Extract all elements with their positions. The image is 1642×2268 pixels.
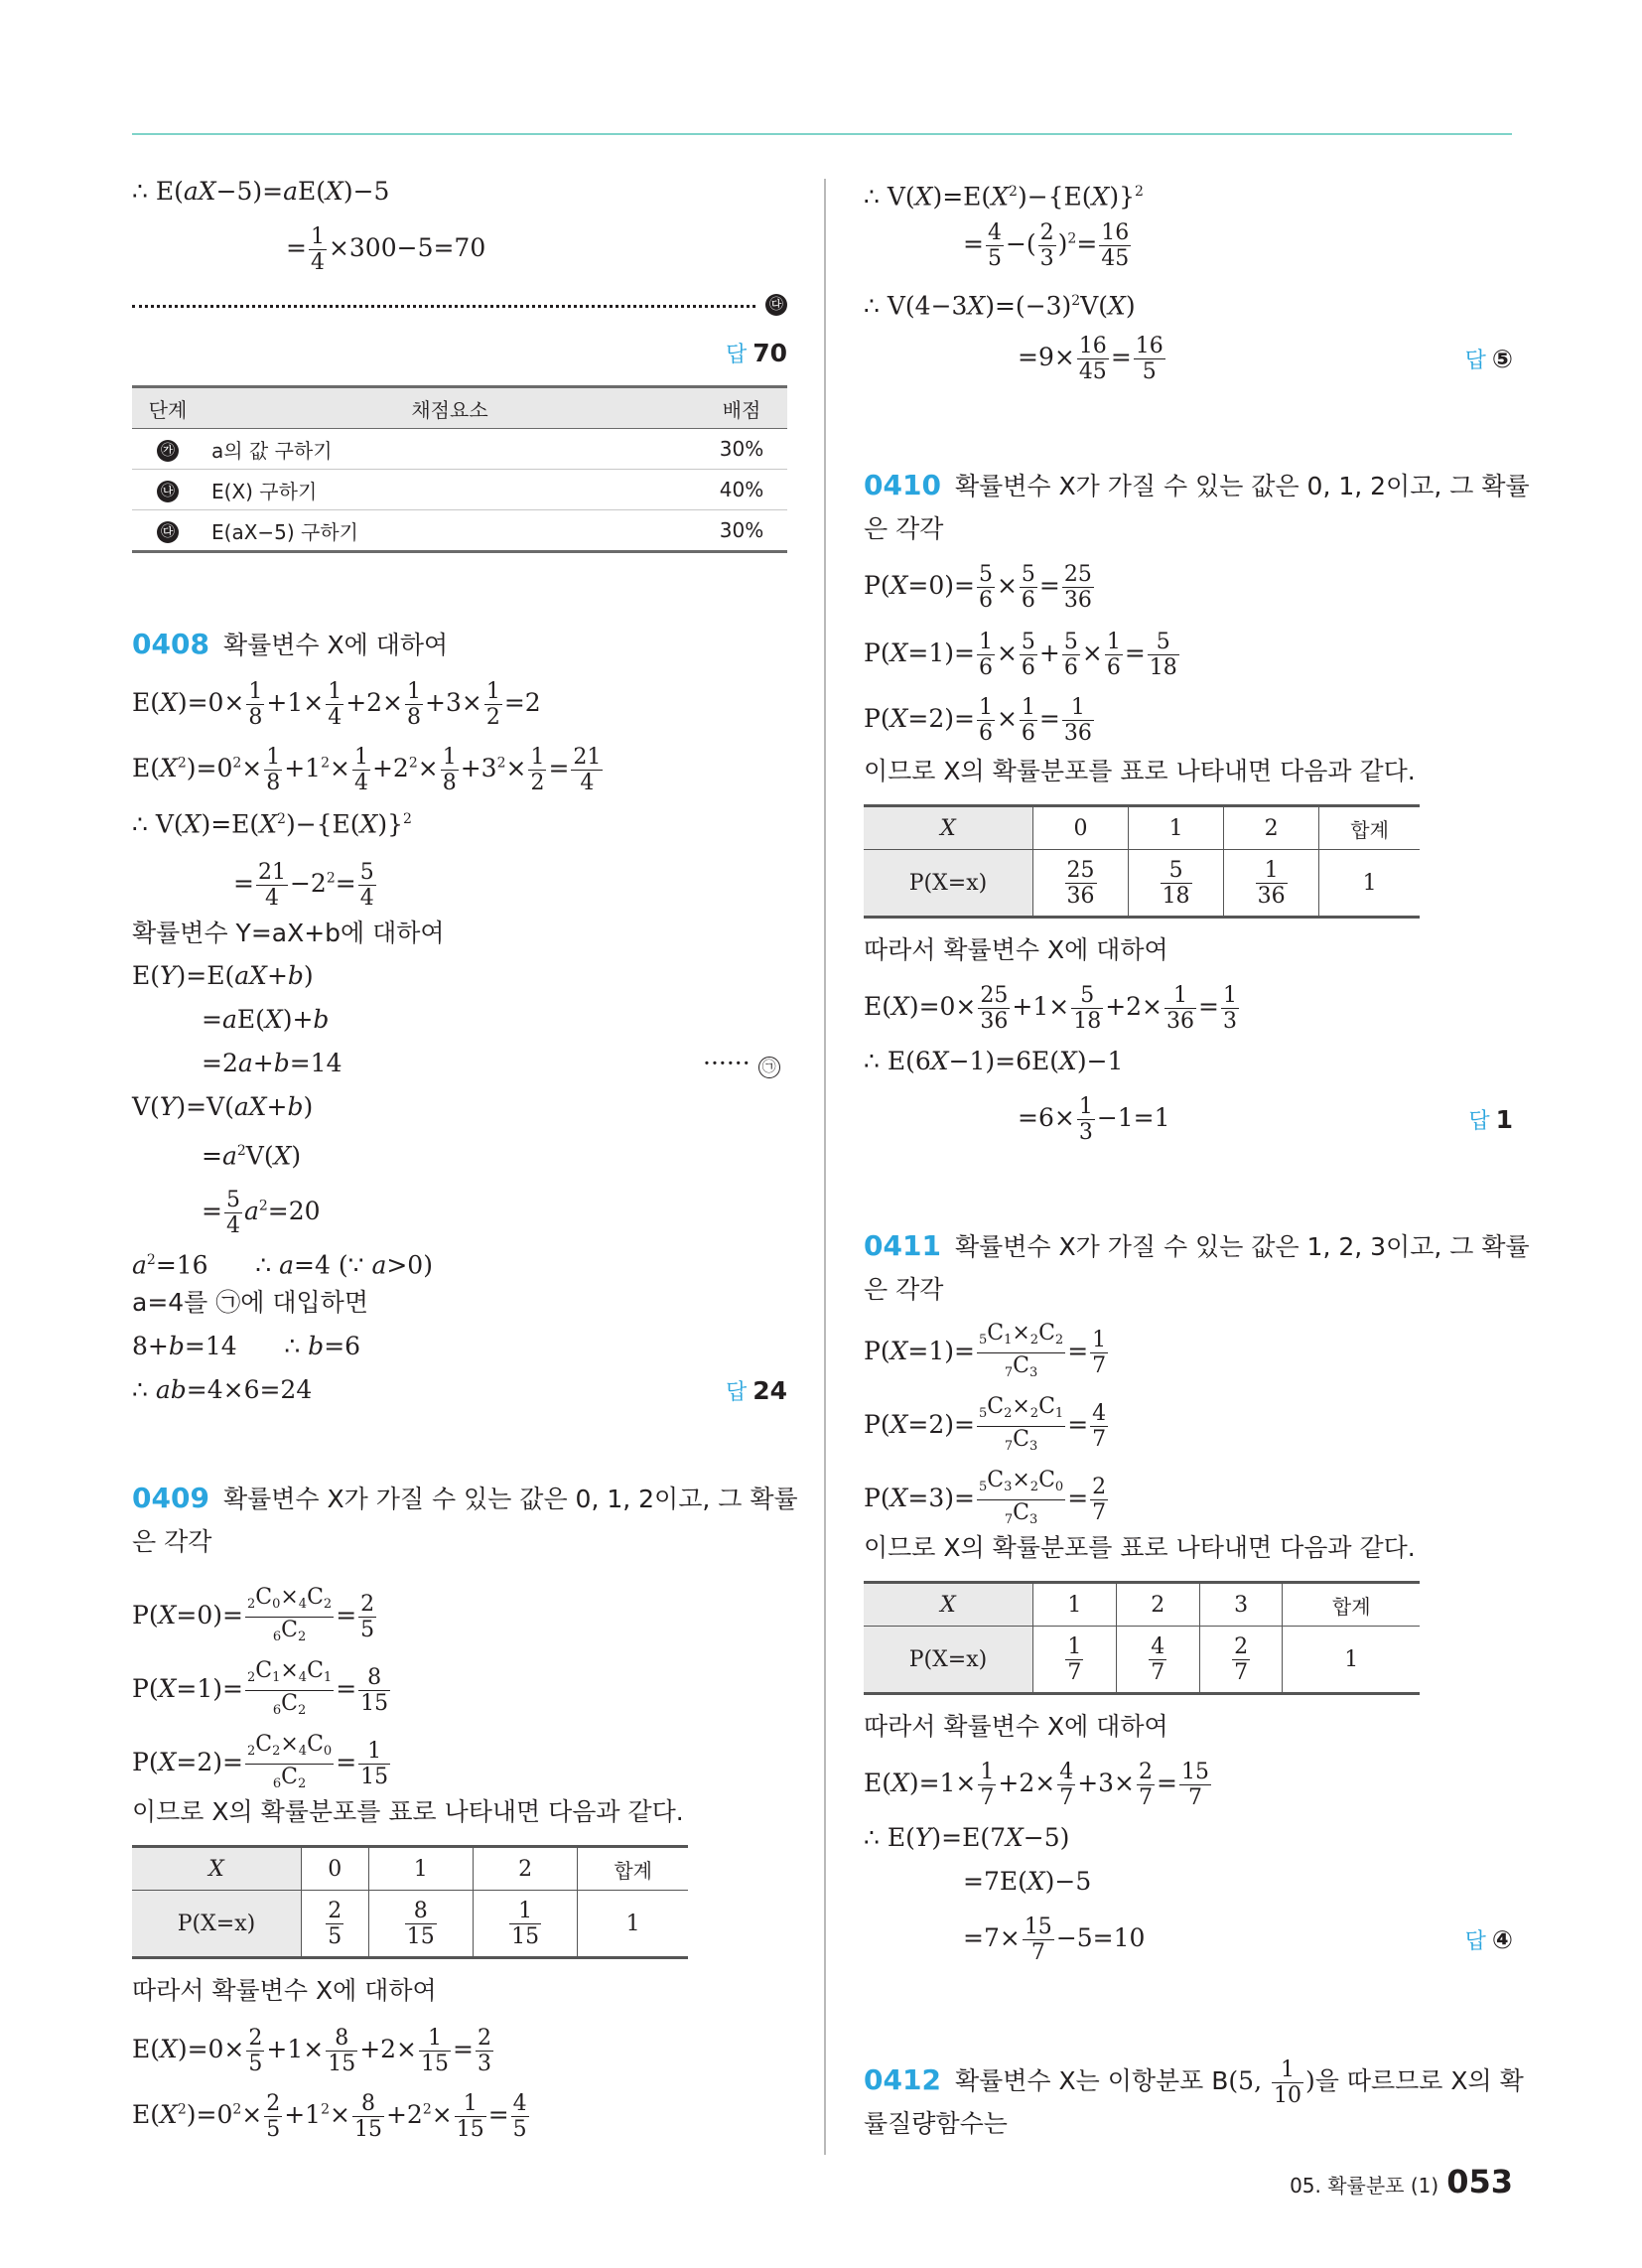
step-marker: ㉯ xyxy=(157,481,179,502)
eq-line: P(X=0)= $\frac{5}{6}$ × $\frac{5}{6}$ = $\frac{25}{36}$ xyxy=(864,562,1092,613)
eq-line: = $\frac{5}{4}$ $a^2=20$ xyxy=(202,1188,321,1238)
table-header: 합계 xyxy=(578,1847,688,1891)
table-header: 단계 xyxy=(132,387,204,429)
column-divider xyxy=(824,179,826,2155)
eq-line: P(X=1)= $\frac{1}{6}$ × $\frac{5}{6}$ + $\frac{5}{6}$ × $\frac{1}{6}$ = $\frac{5}{18}$ xyxy=(864,630,1177,680)
problem-0411-heading: 0411 확률변수 X가 가질 수 있는 값은 1, 2, 3이고, 그 확률 xyxy=(864,1229,1530,1262)
step-marker: ㉮ xyxy=(157,440,179,462)
text-line: 이므로 X의 확률분포를 표로 나타내면 다음과 같다. xyxy=(864,1533,1416,1562)
table-cell: 1 xyxy=(368,1847,473,1891)
table-header: X xyxy=(864,1583,1033,1627)
text-line: 이므로 X의 확률분포를 표로 나타내면 다음과 같다. xyxy=(864,757,1416,785)
answer-0411: 답 ④ xyxy=(1464,1925,1513,1954)
text-line: a=4를 ㉠에 대입하면 xyxy=(132,1288,368,1317)
problem-0410-heading: 0410 확률변수 X가 가질 수 있는 값은 0, 1, 2이고, 그 확률 xyxy=(864,469,1530,501)
table-header: P(X=x) xyxy=(864,850,1033,918)
table-header: 배점 xyxy=(696,387,787,429)
eq-line: ∴ E(aX−5)=aE(X)−5 xyxy=(132,177,390,206)
table-cell: 0 xyxy=(302,1847,369,1891)
eq-line: $E(X^2)=0^2\times$ $\frac{1}{8}$ $+1^2\times$ $\frac{1}{4}$ $+2^2\times$ $\frac{1}{8}$ $+3^2\times$ $\frac{1}{2}$ = $\frac{21}{4}$ xyxy=(132,745,602,795)
table-cell: E(X) 구하기 xyxy=(204,470,696,510)
table-cell: 2 xyxy=(1224,806,1319,850)
eq-line: 8+b=14 ∴ b=6 xyxy=(132,1332,361,1360)
answer-0409: 답 ⑤ xyxy=(1464,345,1513,373)
eq-line: P(X=0)= $\frac{_2C_0\times_4C_2}{_6C_2}$ = $\frac{2}{5}$ xyxy=(132,1585,375,1644)
table-row xyxy=(132,470,787,510)
table-row xyxy=(132,510,787,552)
eq-line: ∴ E(Y)=E(7X−5) xyxy=(864,1823,1070,1852)
table-header: 채점요소 xyxy=(204,387,696,429)
eq-line: E(Y)=E(aX+b) xyxy=(132,961,314,990)
table-cell: 1 xyxy=(1319,850,1420,918)
table-cell: 1 xyxy=(1283,1627,1420,1694)
eq-line: =7E(X)−5 xyxy=(963,1867,1092,1896)
top-rule xyxy=(132,133,1512,135)
chapter-label: 05. 확률분포 (1) xyxy=(1290,2174,1439,2197)
table-cell: 1 xyxy=(1033,1583,1117,1627)
table-row xyxy=(132,429,787,470)
eq-line: = $\frac{21}{4}$ $-2^2=$ $\frac{5}{4}$ xyxy=(233,860,374,911)
table-header: X xyxy=(864,806,1033,850)
eq-line: ∴ $V(X)=E(X^2)-\{E(X)\}^2$ xyxy=(864,182,1144,212)
step-marker: ㉰ xyxy=(765,294,787,316)
eq-line: ∴ ab=4×6=24 xyxy=(132,1375,313,1404)
text-line: 이므로 X의 확률분포를 표로 나타내면 다음과 같다. xyxy=(132,1797,684,1826)
eq-line: P(X=3)= $\frac{_5C_3\times_2C_0}{_7C_3}$ = $\frac{2}{7}$ xyxy=(864,1468,1107,1527)
table-cell: 2 xyxy=(1116,1583,1199,1627)
eq-line: E(X)=0× $\frac{25}{36}$ +1× $\frac{5}{18}$ +2× $\frac{1}{36}$ = $\frac{1}{3}$ xyxy=(864,983,1237,1034)
eq-line: =7× $\frac{15}{7}$ −5=10 xyxy=(963,1914,1146,1965)
eq-line: = $\frac{1}{4}$ ×300−5=70 xyxy=(286,224,486,275)
distribution-table-0410: X 0 1 2 합계 P(X=x) $\frac{25}{36}$ $\frac{5}{18}$ $\frac{1}{36}$ 1 xyxy=(864,804,1420,919)
table-header: P(X=x) xyxy=(132,1891,302,1958)
table-cell: E(aX−5) 구하기 xyxy=(204,510,696,552)
eq-line: P(X=1)= $\frac{_5C_1\times_2C_2}{_7C_3}$ = $\frac{1}{7}$ xyxy=(864,1321,1107,1380)
eq-line: $E(X^2)=0^2\times$ $\frac{2}{5}$ $+1^2\times$ $\frac{8}{15}$ $+2^2\times$ $\frac{1}{15}$ = $\frac{4}{5}$ xyxy=(132,2091,527,2142)
page-footer xyxy=(1290,2163,1513,2200)
eq-line: P(X=2)= $\frac{_2C_2\times_4C_0}{_6C_2}$ = $\frac{1}{15}$ xyxy=(132,1732,389,1791)
table-cell: a의 값 구하기 xyxy=(204,429,696,470)
scoring-table xyxy=(132,385,787,553)
text-line: 확률변수 Y=aX+b에 대하여 xyxy=(132,919,445,947)
problem-0409-heading: 0409 확률변수 X가 가질 수 있는 값은 0, 1, 2이고, 그 확률 xyxy=(132,1482,798,1514)
eq-line: E(X)=0× $\frac{2}{5}$ +1× $\frac{8}{15}$ +2× $\frac{1}{15}$ = $\frac{2}{3}$ xyxy=(132,2026,491,2076)
eq-line: = $\frac{4}{5}$ −( $\frac{2}{3}$ )$^2$= $\frac{16}{45}$ xyxy=(963,220,1130,271)
text-line: 률질량함수는 xyxy=(864,2109,1008,2138)
text-line: 은 각각 xyxy=(132,1527,212,1556)
table-header: 합계 xyxy=(1319,806,1420,850)
text-line: 따라서 확률변수 X에 대하여 xyxy=(864,935,1168,964)
table-cell: 30% xyxy=(696,510,787,552)
eq-ref: ······ ㉠ xyxy=(703,1049,780,1078)
eq-line: $=a^2V(X)$ xyxy=(202,1141,302,1171)
problem-0412-heading: 0412 확률변수 X는 이항분포 B(5, $\frac{1}{10}$ )을 따르므로 X의 확 xyxy=(864,2057,1524,2108)
eq-line: P(X=1)= $\frac{_2C_1\times_4C_1}{_6C_2}$ = $\frac{8}{15}$ xyxy=(132,1658,389,1718)
text-line: 따라서 확률변수 X에 대하여 xyxy=(132,1976,437,2005)
text-line: 따라서 확률변수 X에 대하여 xyxy=(864,1712,1168,1741)
eq-line: $a^2=16$ ∴ a=4 (∵ a>0) xyxy=(132,1250,433,1280)
text-line: 은 각각 xyxy=(864,514,944,543)
text-line: 은 각각 xyxy=(864,1275,944,1304)
answer-0408: 답 24 xyxy=(725,1376,787,1405)
table-header: X xyxy=(132,1847,302,1891)
table-header: P(X=x) xyxy=(864,1627,1033,1694)
page-number: 053 xyxy=(1446,2163,1513,2200)
eq-line: V(Y)=V(aX+b) xyxy=(132,1092,314,1121)
eq-line: ∴ $V(X)=E(X^2)-\{E(X)\}^2$ xyxy=(132,809,412,839)
table-cell: 1 xyxy=(578,1891,688,1958)
eq-line: =2a+b=14 xyxy=(202,1049,342,1077)
eq-line: E(X)=0× $\frac{1}{8}$ +1× $\frac{1}{4}$ +2× $\frac{1}{8}$ +3× $\frac{1}{2}$ =2 xyxy=(132,679,541,730)
table-cell: 3 xyxy=(1199,1583,1283,1627)
eq-line: P(X=2)= $\frac{_5C_2\times_2C_1}{_7C_3}$ = $\frac{4}{7}$ xyxy=(864,1394,1107,1454)
table-header: 합계 xyxy=(1283,1583,1420,1627)
table-cell: 40% xyxy=(696,470,787,510)
dotted-separator xyxy=(132,305,755,308)
eq-line: =aE(X)+b xyxy=(202,1005,330,1034)
table-cell: 30% xyxy=(696,429,787,470)
eq-line: =9× $\frac{16}{45}$ = $\frac{16}{5}$ xyxy=(1018,334,1163,384)
table-cell: 2 xyxy=(473,1847,577,1891)
eq-line: E(X)=1× $\frac{1}{7}$ +2× $\frac{4}{7}$ +3× $\frac{2}{7}$ = $\frac{15}{7}$ xyxy=(864,1760,1209,1810)
answer-0407: 답 70 xyxy=(725,339,787,367)
table-cell: 0 xyxy=(1033,806,1129,850)
answer-0410: 답 1 xyxy=(1468,1105,1513,1134)
distribution-table-0409: X 0 1 2 합계 P(X=x) $\frac{2}{5}$ $\frac{8}{15}$ $\frac{1}{15}$ 1 xyxy=(132,1845,688,1959)
eq-line: P(X=2)= $\frac{1}{6}$ × $\frac{1}{6}$ = $\frac{1}{36}$ xyxy=(864,695,1092,746)
eq-line: ∴ $V(4-3X)=(-3)^2V(X)$ xyxy=(864,291,1136,321)
table-cell: 1 xyxy=(1129,806,1224,850)
distribution-table-0411: X 1 2 3 합계 P(X=x) $\frac{1}{7}$ $\frac{4}{7}$ $\frac{2}{7}$ 1 xyxy=(864,1581,1420,1695)
eq-line: ∴ E(6X−1)=6E(X)−1 xyxy=(864,1047,1124,1075)
eq-line: =6× $\frac{1}{3}$ −1=1 xyxy=(1018,1094,1170,1145)
step-marker: ㉰ xyxy=(157,521,179,543)
problem-0408-heading: 0408 확률변수 X에 대하여 xyxy=(132,628,449,660)
